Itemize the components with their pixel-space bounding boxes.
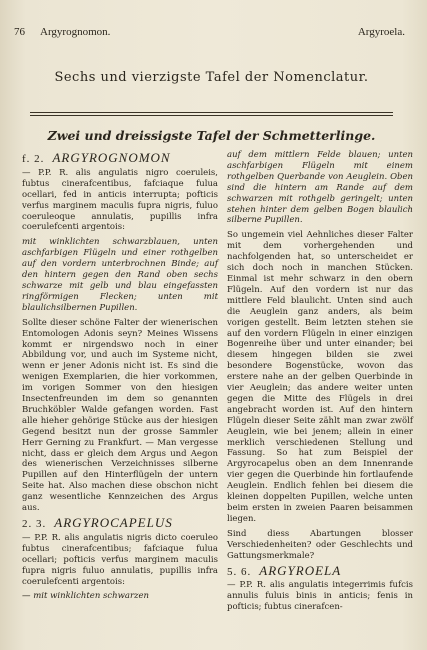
entry-heading	[22, 515, 218, 530]
entry-number: 5. 6.	[227, 565, 252, 578]
entry-name: ARGYROGNOMON	[52, 150, 171, 165]
entry-german-description: — mit winklichten schwarzen	[22, 591, 149, 602]
page-number: 76	[14, 26, 25, 38]
left-column	[22, 150, 218, 606]
entry-question-text: Sind diess Abartungen blosser Verschiedenheiten? oder Geschlechts und Gattungsmerkmale?	[227, 528, 413, 561]
entry-body-text: So ungemein viel Aehnliches dieser Falter mit dem vorhergehenden und nachfolgenden hat, so unterscheidet er sich doch noch in manchen Stücken. Einmal ist mehr schwarz in den obern Flügeln. Auf den vordern ist nur das mittlere Feld blaulicht. Unten sind auch die Aeuglein ganz anders, als beim vorigen gestellt. Beim letzten stehen sie auf den vordern Flügeln in einer einzigen Bogenreihe über und unter einander; bei diesem hingegen bilden sie zwei besondere Bogenstücke, wovon das erstere nahe an der gelben Querbinde in vier Aeuglein; das andere weiter unten gegen die Mitte des Flügels in drei angebracht worden ist. Auf den hintern Flügeln dieser Seite zählt man zwar zwölf Aeuglein, wie bei jenem; allein in einer merklich verschiedenen Stellung und Fassung. So hat zum Beispiel der Argyrocapelus oben an dem Innenrande vier gegen die Querbinde hin fortlaufende Aeuglein. Endlich fehlen bei diesem die kleinen doppelten Pupillen, welche unten beim ersten in zweien Paaren beisammen liegen.	[227, 230, 413, 524]
entry-number: 2. 3.	[22, 518, 47, 530]
entry-heading	[22, 150, 218, 165]
entry-german-continued: auf dem mittlern Felde blauen; unten aschfarbigen Flügeln mit einem rothgelben Querbande von Aeuglein. Oben sind die hintern am Rande auf dem schwarzen mit rothgelb geringelt; unten stehen hinter dem gelben Bogen blaulich silberne Pupillen.	[227, 150, 413, 226]
entry-number: f. 2.	[22, 153, 45, 165]
entry-name: ARGYROELA	[259, 562, 342, 578]
entry-german-description: mit winklichten schwarzblauen, unten aschfarbigen Flügeln und einer rothgelben auf den vordern unterbrochnen Binde; auf den hintern gegen den Rand oben sechs schwarze mit gelb und blau eingefassten ringförmigen Flecken; unten mit blaulichsilbernen Pupillen.	[22, 237, 218, 313]
header-right: Argyroela.	[357, 26, 405, 38]
header-left: Argyrognomon.	[40, 26, 111, 38]
section-subtitle: Zwei und dreissigste Tafel der Schmetterlinge.	[47, 128, 376, 143]
entry-name: ARGYROCAPELUS	[54, 515, 173, 530]
entry-latin-description: — P.P. R. alis angulatis nigris dicto coeruleo fubtus cinerafcentibus; fafciaque fulua ocellari; pofticis verfus marginem maculis fupra nigris fuluo annulatis, pupillis infra coerulefcenti argentois:	[22, 532, 218, 587]
entry-latin-description: — P.P. R. alis angulatis nigro coeruleis, fubtus cinerafcentibus, fafciaque fulua ocellari, fed in anticis interrupta; pofticis verfus marginem maculis fupra nigris, fuluo coeruleoque annulatis, pupillis infra coerulefcenti argentois:	[22, 167, 218, 233]
entry-heading	[227, 562, 413, 578]
page-title: Sechs und vierzigste Tafel der Nomenclatur.	[54, 70, 369, 85]
entry-latin-description: — P.P. R. alis angulatis integerrimis fufcis annulis fuluis binis in anticis; fenis in pofticis; fubtus cinerafcen-	[227, 580, 413, 613]
divider-top	[30, 112, 393, 113]
right-column	[227, 150, 413, 617]
divider-top-2	[30, 115, 393, 116]
entry-body-text: Sollte dieser schöne Falter der wienerischen Entomologen Adonis seyn? Meines Wissens kommt er nirgendswo noch in einer Abbildung vor, und auch im Systeme nicht, wenn er jener Adonis nicht ist. Es sind die wenigen Exemplarien, die hier vorkommen, im vorigen Sommer von den hiesigen Insectenfreunden im dem so genannten Bruchköbler Walde gefangen worden. Fast alle hieher gehörige Stücke aus der hiesigen Gegend besitzt nun der grosse Sammler Herr Gerning zu Frankfurt. — Man vergesse nicht, dass er gleich dem Argus und Aegon des wienerischen Verzeichnisses silberne Pupillen auf den Hinterflügeln der untern Seite hat. Also machen diese obschon nicht ganz wesentliche Kennzeichen des Argus aus.	[22, 317, 218, 514]
running-header	[14, 26, 405, 38]
